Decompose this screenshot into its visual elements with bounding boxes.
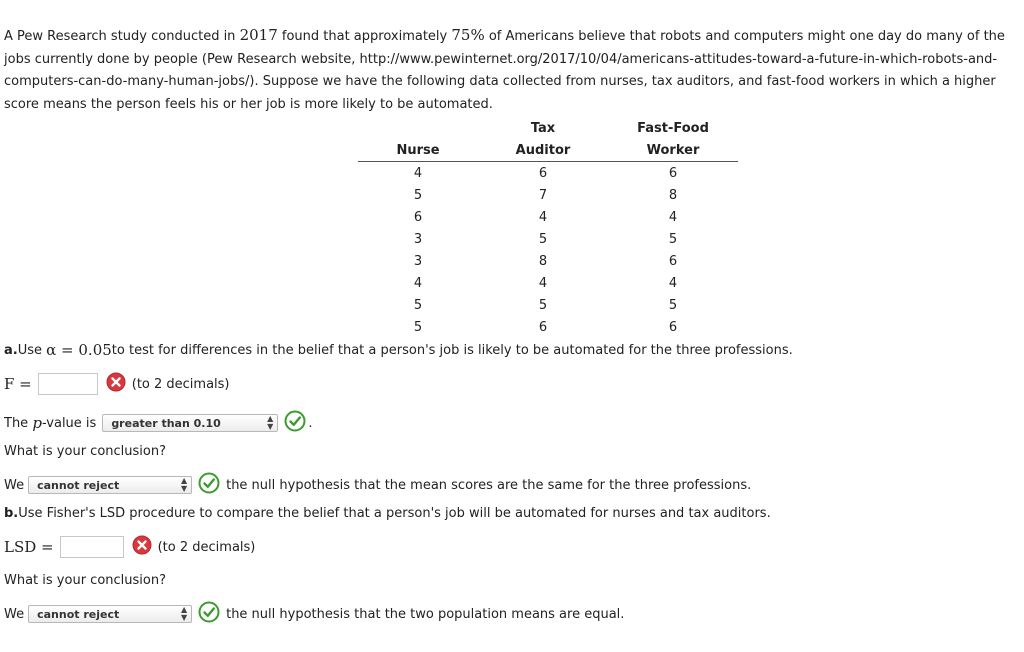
alpha-value: α = 0.05 (46, 341, 112, 359)
part-b-instructions (4, 502, 771, 524)
table-cell: 4 (668, 209, 678, 225)
part-b-conclusion-question (4, 569, 166, 591)
part-a-conclusion-row (4, 473, 751, 497)
intro-text-3: of Americans believe that robots and computers might one day do many of the jobs currently done by people (Pew Research website, http://www.pewinternet.org/2017/10/04/americans-attitudes-toward-a-future-in-which-robots-and-computers-can-do-many-human-jobs/). Suppose we have the following data collected from nurses, tax auditors, and fast-food workers in which a higher score means the person feels his or her job is more likely to be automated. (4, 29, 1005, 112)
table-cell: 4 (538, 209, 548, 225)
lsd-label: LSD = (4, 538, 54, 556)
part-a-text-1: Use (17, 342, 43, 358)
table-cell: 6 (538, 319, 548, 335)
table-cell: 5 (538, 231, 548, 247)
pvalue-suffix: -value is (41, 415, 97, 431)
part-a-label: a. (4, 342, 18, 358)
check-circle-icon (284, 410, 306, 436)
table-row (358, 184, 738, 206)
conclusion-question-a: What is your conclusion? (4, 443, 166, 459)
table-cell: 6 (668, 253, 678, 269)
lsd-row (4, 535, 255, 559)
header-fast-food-worker: Worker (608, 139, 738, 162)
table-row (358, 228, 738, 250)
part-a-text-2: to test for differences in the belief that a person's job is likely to be automated for the three professions. (111, 342, 793, 358)
conclusion-selected-b: cannot reject (37, 607, 120, 621)
table-cell: 6 (668, 165, 678, 181)
table-cell: 5 (668, 297, 678, 313)
table-cell: 4 (538, 275, 548, 291)
table-cell: 5 (413, 187, 423, 203)
conclusion-select-a[interactable] (28, 476, 192, 494)
up-down-arrow-icon: ▲ ▼ (267, 414, 274, 431)
conclusion-selected-a: cannot reject (37, 478, 120, 492)
table-cell: 7 (538, 187, 548, 203)
part-a-conclusion-question (4, 440, 166, 462)
header-tax-auditor: Auditor (478, 139, 608, 162)
pvalue-select[interactable] (102, 414, 278, 432)
intro-text-2: found that approximately (277, 29, 452, 44)
pvalue-row (4, 411, 312, 435)
conclusion-select-b[interactable] (28, 605, 192, 623)
pvalue-selected-value: greater than 0.10 (111, 416, 221, 430)
table-cell: 3 (413, 253, 423, 269)
table-cell: 5 (413, 297, 423, 313)
table-row (358, 294, 738, 316)
up-down-arrow-icon: ▲ ▼ (180, 476, 188, 493)
table-row (358, 250, 738, 272)
table-cell: 6 (668, 319, 678, 335)
we-label-b: We (4, 606, 25, 622)
conclusion-question-b: What is your conclusion? (4, 572, 166, 588)
table-cell: 4 (413, 275, 423, 291)
up-down-arrow-icon: ▲ ▼ (180, 605, 188, 622)
data-table (358, 117, 738, 338)
conclusion-text-a: the null hypothesis that the mean scores are the same for the three professions. (226, 477, 752, 493)
header-nurse: Nurse (358, 139, 478, 162)
pvalue-prefix: The (4, 415, 29, 431)
table-cell: 5 (668, 231, 678, 247)
f-label: F = (4, 375, 32, 393)
table-header-row-top (358, 117, 738, 139)
table-row (358, 316, 738, 338)
header-top-3: Fast-Food (637, 120, 709, 136)
f-stat-input[interactable] (38, 373, 98, 395)
lsd-hint: (to 2 decimals) (157, 539, 256, 555)
table-cell: 6 (413, 209, 423, 225)
table-row (358, 272, 738, 294)
part-b-text: Use Fisher's LSD procedure to compare the belief that a person's job will be automated for nurses and tax auditors. (18, 505, 771, 521)
lsd-input[interactable] (60, 536, 124, 558)
table-header-row-bottom (358, 139, 738, 162)
part-a-instructions (4, 339, 793, 361)
x-circle-icon (106, 372, 126, 396)
table-cell: 5 (538, 297, 548, 313)
f-hint: (to 2 decimals) (131, 376, 230, 392)
intro-percent: 75% (451, 26, 485, 44)
we-label-a: We (4, 477, 25, 493)
header-top-1 (358, 117, 478, 139)
f-stat-row (4, 372, 230, 396)
conclusion-text-b: the null hypothesis that the two population means are equal. (226, 606, 625, 622)
x-circle-icon (132, 535, 152, 559)
problem-intro (4, 24, 1020, 116)
check-circle-icon (198, 472, 220, 498)
table-row (358, 206, 738, 228)
table-cell: 8 (538, 253, 548, 269)
table-row (358, 162, 738, 185)
table-cell: 3 (413, 231, 423, 247)
check-circle-icon (198, 601, 220, 627)
part-b-label: b. (4, 505, 19, 521)
part-b-conclusion-row (4, 602, 624, 626)
table-cell: 8 (668, 187, 678, 203)
header-top-2: Tax (530, 120, 556, 136)
intro-text-1: A Pew Research study conducted in (4, 29, 240, 44)
pvalue-period: . (308, 415, 313, 431)
table-cell: 4 (668, 275, 678, 291)
pvalue-p: p (32, 414, 42, 432)
intro-year: 2017 (239, 26, 278, 44)
table-cell: 4 (413, 165, 423, 181)
table-cell: 5 (413, 319, 423, 335)
table-cell: 6 (538, 165, 548, 181)
